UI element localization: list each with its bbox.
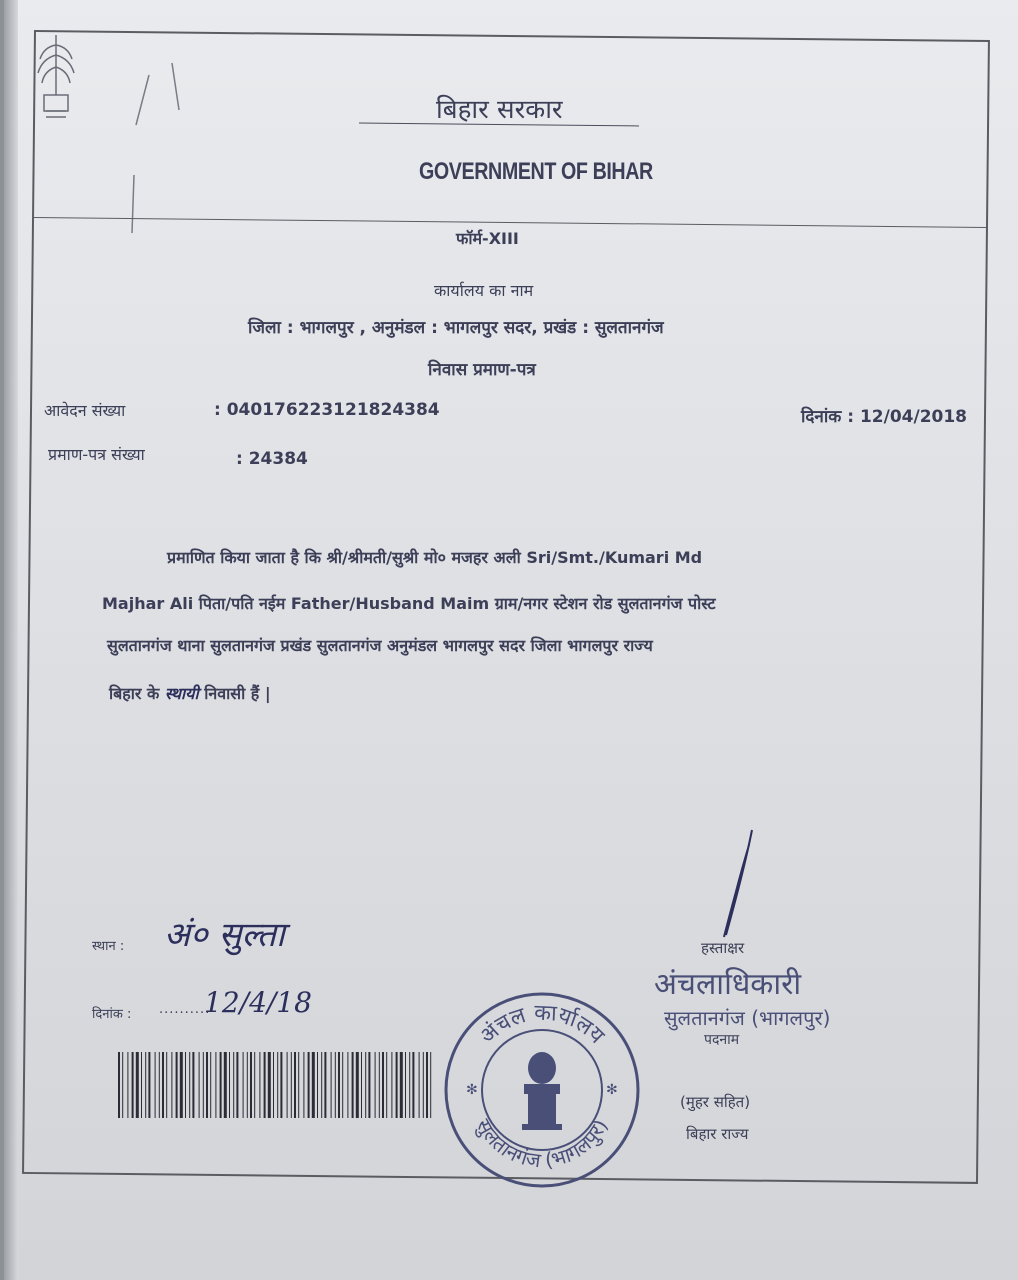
stamp-text-bottom: सुलतानगंज (भागलपुर) (471, 1114, 613, 1173)
barcode-bar (250, 1052, 252, 1118)
barcode-bar (243, 1052, 244, 1118)
barcode-bar (386, 1052, 387, 1118)
barcode-bar (206, 1052, 208, 1118)
svg-text:✻: ✻ (606, 1082, 618, 1098)
barcode-bar (321, 1052, 322, 1118)
barcode-bar (391, 1052, 392, 1118)
barcode-bar (280, 1052, 282, 1118)
barcode-bar (127, 1052, 128, 1118)
form-number: फॉर्म-XIII (456, 229, 519, 248)
barcode-bar (412, 1052, 414, 1118)
application-number-value: : 040176223121824384 (214, 400, 440, 420)
barcode-bar (396, 1052, 398, 1118)
ashoka-emblem-icon (522, 1052, 562, 1130)
svg-text:✻: ✻ (466, 1082, 478, 1098)
certificate-number-value: : 24384 (236, 449, 308, 469)
barcode-bar (294, 1052, 296, 1118)
jurisdiction: जिला : भागलपुर , अनुमंडल : भागलपुर सदर, प्रखंड : सुलतानगंज (248, 318, 664, 338)
barcode-bar (338, 1052, 340, 1118)
barcode-bar (356, 1052, 359, 1118)
office-name-label: कार्यालय का नाम (434, 281, 534, 300)
body-line-2: Majhar Ali पिता/पति नईम Father/Husband Maim ग्राम/नगर स्टेशन रोड सुलतानगंज पोस्ट (102, 594, 716, 613)
barcode-bar (361, 1052, 362, 1118)
officer-stamp-line-2: सुलतानगंज (भागलपुर) (664, 1006, 831, 1030)
barcode-bar (426, 1052, 428, 1118)
date-label: दिनांक : (92, 1007, 132, 1022)
date-dots: .......... (159, 1002, 211, 1017)
barcode-bar (409, 1052, 410, 1118)
body-line-4 (109, 682, 271, 704)
barcode-bar (277, 1052, 278, 1118)
barcode-bar (308, 1052, 310, 1118)
barcode-bar (136, 1052, 139, 1118)
barcode-bar (365, 1052, 366, 1118)
barcode-bar (159, 1052, 160, 1118)
barcode-bar (405, 1052, 406, 1118)
application-number-label: आवेदन संख्या (44, 401, 126, 420)
barcode-bar (192, 1052, 194, 1118)
barcode-bar (215, 1052, 216, 1118)
barcode-bar (335, 1052, 336, 1118)
barcode-bar (220, 1052, 222, 1118)
barcode-bar (254, 1052, 255, 1118)
body-line-3: सुलतानगंज थाना सुलतानगंज प्रखंड सुलतानगंज अनुमंडल भागलपुर सदर जिला भागलपुर राज्य (107, 636, 653, 655)
barcode-bar (259, 1052, 260, 1118)
barcode-bar (303, 1052, 304, 1118)
barcode-bar (162, 1052, 164, 1118)
title-hindi: बिहार सरकार (436, 95, 563, 125)
barcode-bar (268, 1052, 271, 1118)
handwritten-permanent: स्थायी (164, 684, 199, 703)
barcode-bar (180, 1052, 183, 1118)
barcode-bar (291, 1052, 292, 1118)
barcode-bar (189, 1052, 190, 1118)
barcode-bar (298, 1052, 299, 1118)
barcode-bar (141, 1052, 142, 1118)
barcode-bar (247, 1052, 248, 1118)
barcode-bar (342, 1052, 343, 1118)
office-round-stamp (442, 990, 642, 1190)
barcode-bar (287, 1052, 288, 1118)
place-handwritten: अं० सुल्ता (164, 915, 285, 955)
barcode-bar (368, 1052, 370, 1118)
barcode-bar (171, 1052, 172, 1118)
barcode-bar (203, 1052, 204, 1118)
stamp-text-top: अंचल कार्यालय (475, 1000, 609, 1049)
document-page (4, 0, 1018, 1280)
barcode-bar (312, 1052, 315, 1118)
body-line-4-suffix: निवासी हैं | (204, 684, 271, 703)
barcode-bar (236, 1052, 238, 1118)
place-label: स्थान : (92, 939, 125, 954)
barcode (116, 1052, 438, 1118)
barcode-bar (423, 1052, 424, 1118)
barcode-bar (347, 1052, 348, 1118)
barcode-bar (382, 1052, 384, 1118)
issue-date: दिनांक : 12/04/2018 (801, 407, 968, 427)
body-line-1: प्रमाणित किया जाता है कि श्री/श्रीमती/सुश्री मो० मजहर अली Sri/Smt./Kumari Md (167, 548, 703, 567)
barcode-bar (199, 1052, 200, 1118)
barcode-bar (375, 1052, 376, 1118)
barcode-bar (155, 1052, 156, 1118)
barcode-bar (118, 1052, 120, 1118)
barcode-bar (176, 1052, 178, 1118)
barcode-bar (210, 1052, 211, 1118)
barcode-bar (324, 1052, 326, 1118)
barcode-bar (379, 1052, 380, 1118)
barcode-bar (317, 1052, 318, 1118)
barcode-bar (145, 1052, 146, 1118)
barcode-bar (229, 1052, 230, 1118)
certificate-number-label: प्रमाण-पत्र संख्या (48, 445, 145, 464)
barcode-bar (430, 1052, 431, 1118)
page-edge-shadow (4, 0, 18, 1280)
barcode-bar (185, 1052, 186, 1118)
barcode-bar (264, 1052, 266, 1118)
designation-label: पदनाम (704, 1032, 740, 1048)
state-label: बिहार राज्य (686, 1125, 749, 1143)
body-line-4-prefix: बिहार के (109, 684, 160, 703)
barcode-bar (132, 1052, 134, 1118)
barcode-bar (419, 1052, 420, 1118)
barcode-bar (224, 1052, 227, 1118)
signature-label: हस्ताक्षर (701, 939, 745, 957)
barcode-bar (233, 1052, 234, 1118)
title-english: GOVERNMENT OF BIHAR (419, 158, 653, 185)
officer-stamp-line-1: अंचलाधिकारी (654, 967, 802, 1002)
barcode-bar (352, 1052, 354, 1118)
barcode-bar (148, 1052, 150, 1118)
barcode-bar (273, 1052, 274, 1118)
barcode-bar (400, 1052, 403, 1118)
barcode-bar (331, 1052, 332, 1118)
date-handwritten: 12/4/18 (204, 986, 312, 1019)
barcode-bar (122, 1052, 123, 1118)
barcode-bar (166, 1052, 167, 1118)
certificate-type: निवास प्रमाण-पत्र (428, 360, 536, 380)
seal-label: (मुहर सहित) (680, 1093, 751, 1111)
officer-signature (704, 825, 774, 945)
